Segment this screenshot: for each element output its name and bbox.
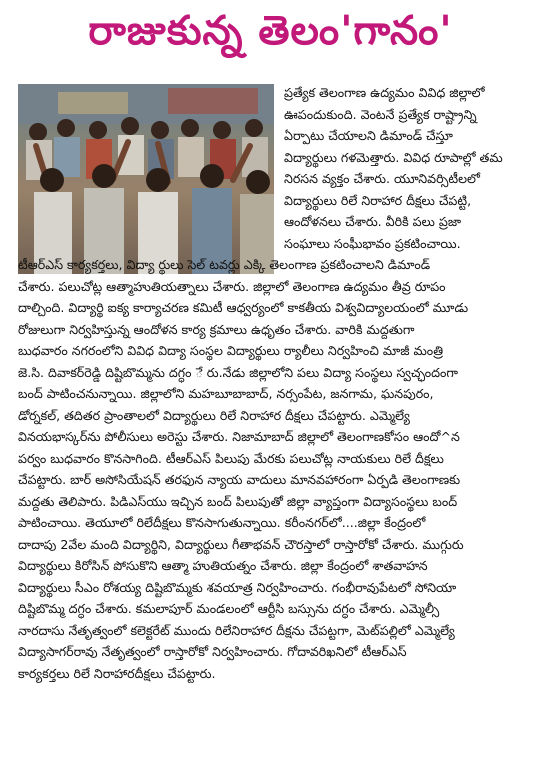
article-line: దిష్టిబొమ్మ దగ్ధం చేశారు. కమలాపూర్ మండలంలో ఆర్టీసి బస్సును దగ్ధం చేశారు. ఎమ్మెల్సీ — [18, 601, 440, 616]
article-line: దాల్చింది. విద్యార్థి ఐక్య కార్యాచరణ కమిటీ ఆధ్వర్యంలో కాకతీయ విశ్వవిద్యాలయంలో మూడు — [18, 300, 469, 315]
article-line: మద్దతు తెలిపారు. పిడిఎస్‌యు ఇచ్చిన బంద్ పిలుపుతో జిల్లా వ్యాప్తంగా విద్యాసంస్థలు బంద్ — [18, 493, 458, 509]
article-line: జె.సి. దివాకర్‌రెడ్డి దిష్టిబొమ్మను దగ్ధం ‌ే రు.నేడు జిల్లాలోని పలు విద్యా సంస్థలు స్వచ్ఛందంగా — [18, 364, 458, 380]
headline-area — [0, 0, 541, 62]
article-line: బంద్ పాటించనున్నాయి. జిల్లాలోని మహబూబాబాద్, నర్సంపేట, జనగామ, ఘనపురం, — [18, 386, 434, 401]
article-line: ప్రత్యేక తెలంగాణ ఉద్యమం వివిధ జిల్లాలో — [284, 85, 485, 100]
headline: రాజుకున్న తెలం'గానం' — [88, 8, 453, 54]
article-line: డోర్నకల్, తదితర ప్రాంతాలలో విద్యార్థులు రిలే నిరాహార దీక్షలు చేపట్టారు. ఎమ్మెల్యే — [18, 407, 410, 423]
article-line: విద్యార్థులు కిరోసిన్ పోసుకొని ఆత్మా హుతియత్నం చేశారు. జిల్లా కేంద్రంలో శాతవాహన — [18, 558, 428, 573]
article-line: చేశారు. పలుచోట్ల ఆత్మాహుతియత్నాలు చేశారు. జిల్లాలో తెలంగాణ ఉద్యమం తీవ్ర రూపం — [18, 278, 446, 294]
article-line: నారదాసు నేతృత్వంలో కలెక్టరేట్ ముందు రిలేనిరాహార దీక్షను చేపట్టగా, మెట్‌పల్లిలో ఎమ్మెల్యే — [18, 622, 455, 638]
article-line: ఆందోళనలు చేశారు. వీరికి పలు ప్రజా — [284, 214, 462, 229]
article-line: రోజులుగా నిర్వహిస్తున్న ఆందోళన కార్య క్రమాలు ఉధృతం చేశారు. వారికి మద్దతుగా — [18, 321, 415, 337]
article-line: ఊపందుకుంది. వెంటనే ప్రత్యేక రాష్ట్రాన్ని — [284, 106, 477, 122]
article-line: పర్వం బుధవారం కొనసాగింది. టీఆర్ఎస్ పిలుపు మేరకు పలుచోట్ల నాయకులు రిలే దీక్షలు — [18, 450, 444, 466]
protest-crowd-icon — [18, 84, 274, 274]
article-line: విద్యార్థులు గళమెత్తారు. వివిధ రూపాల్లో తమ — [284, 149, 503, 165]
article-line: ఏర్పాటు చేయాలని డిమాండ్ చేస్తూ — [284, 128, 453, 143]
article-line: బుధవారం నగరంలోని వివిధ విద్యా సంస్థల విద్యార్థులు ర్యాలీలు నిర్వహించి మాజీ మంత్రి — [18, 343, 444, 358]
article-line: టీఆర్ఎస్ కార్యకర్తలు, విద్యా ర్థులు సెల్ టవర్లు ఎక్కి తెలంగాణ ప్రకటించాలని డిమాండ్ — [18, 257, 431, 272]
article-line: దాదాపు 2వేల మంది విద్యార్థిని, విద్యార్థులు గీతాభవన్ చౌరస్తాలో రాస్తారోకో చేశారు. ముగ్గురు — [18, 536, 464, 552]
article-line: విద్యాసాగర్‌రావు నేతృత్వంలో రాస్తారోకో నిర్వహించారు. గోదావరిఖనిలో టీఆర్ఎస్ — [18, 644, 407, 659]
protest-crowd-photo — [18, 84, 274, 274]
article-line: చేపట్టారు. బార్ అసోసియేషన్ తరఫున న్యాయ వాదులు మానవహారంగా ఏర్పడి తెలంగాణకు — [18, 472, 461, 487]
article-line: పాటించాయి. తెయూలో రిలేదీక్షలు కొనసాగుతున్నాయి. కరీంనగర్‌లో....జిల్లా కేంద్రంలో — [18, 515, 426, 530]
article-line: విద్యార్థులు సీఎం రోశయ్య దిష్టిబొమ్మకు శవయాత్ర నిర్వహించారు. గంభీరావుపేటలో సోనియా — [18, 579, 457, 595]
article-line: కార్యకర్తలు రిలే నిరాహారదీక్షలు చేపట్టారు. — [18, 665, 216, 681]
article-line: సంఘాలు సంఘీభావం ప్రకటించాయి. — [284, 235, 461, 251]
article-line: నిరసన వ్యక్తం చేశారు. యూనివర్సిటీలలో — [284, 171, 481, 186]
article-line: వినయభాస్కర్‌ను పోలీసులు అరెస్టు చేశారు. నిజామాబాద్ జిల్లాలో తెలంగాణకోసం ఆందో^న — [18, 429, 460, 444]
article-line: విద్యార్థులు రిలే నిరాహార దీక్షలు చేపట్టి, — [284, 192, 472, 208]
